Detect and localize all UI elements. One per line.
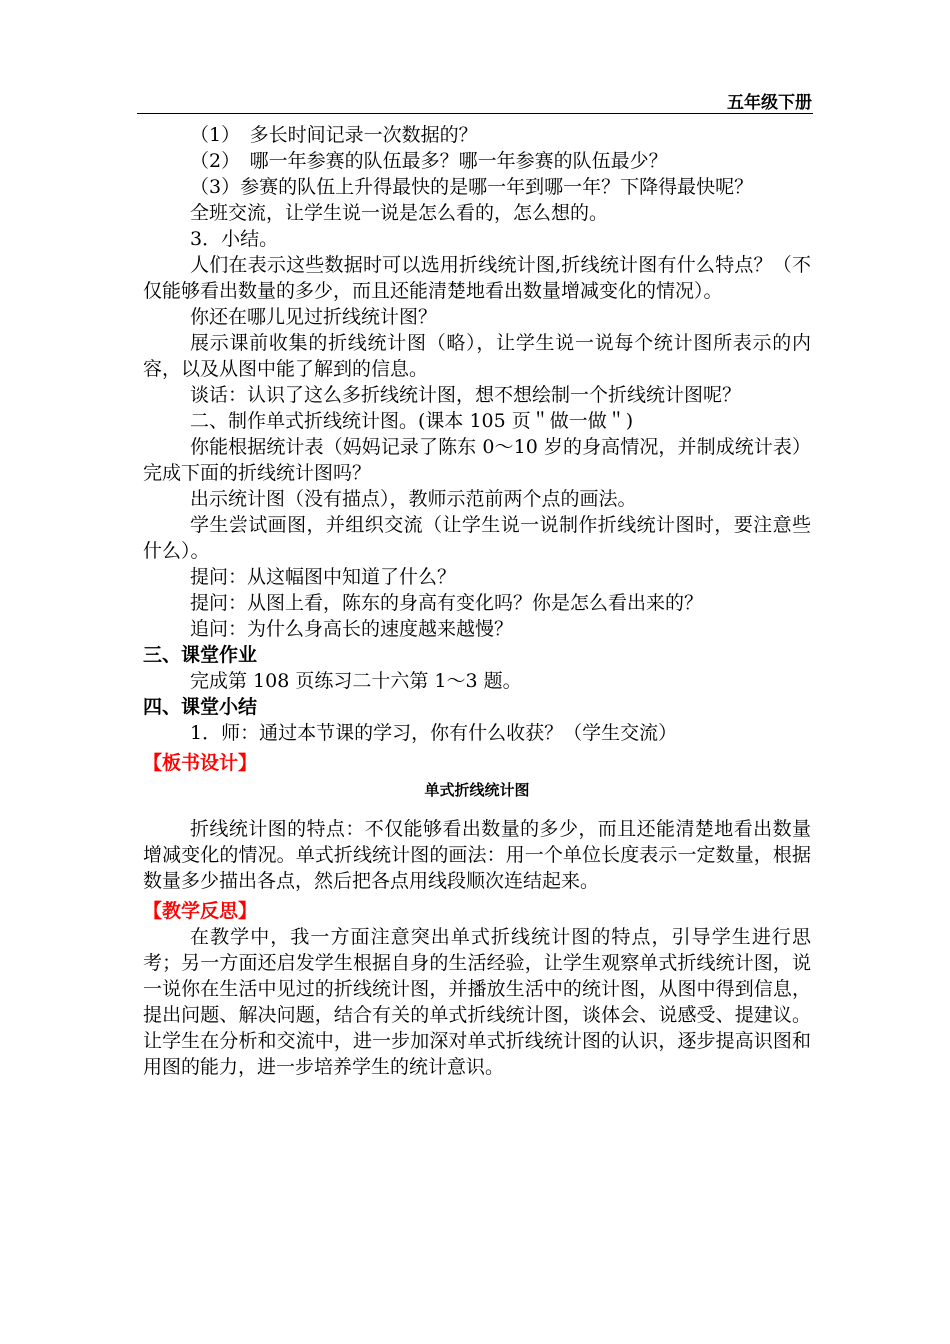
- paragraph-summary-label: 3．小结。: [190, 228, 279, 250]
- paragraph-class-discussion: 全班交流，让学生说一说是怎么看的，怎么想的。: [190, 202, 609, 224]
- question-2: （2） 哪一年参赛的队伍最多？哪一年参赛的队伍最少？: [190, 150, 668, 172]
- page-header-grade: 五年级下册: [727, 93, 812, 113]
- board-design-heading: 【板书设计】: [143, 752, 258, 774]
- paragraph-followup: 追问：为什么身高长的速度越来越慢？: [190, 618, 514, 640]
- section-summary-text: 1．师：通过本节课的学习，你有什么收获？（学生交流）: [190, 722, 678, 744]
- section-heading-summary: 四、课堂小结: [143, 696, 258, 718]
- document-body: [143, 122, 811, 1080]
- paragraph-complete-chart: 你能根据统计表（妈妈记录了陈东 0～10 岁的身高情况，并制成统计表）完成下面的折线统计图吗？: [143, 436, 811, 484]
- reflection-heading: 【教学反思】: [143, 900, 258, 922]
- paragraph-make-chart: 二、制作单式折线统计图。(课本 105 页＂做一做＂): [190, 410, 634, 432]
- header-rule: [137, 113, 813, 114]
- reflection-text: 在教学中，我一方面注意突出单式折线统计图的特点，引导学生进行思考；另一方面还启发学生根据自身的生活经验，让学生观察单式折线统计图，说一说你在生活中见过的折线统计图，并播放生活中的统计图，从图中得到信息，提出问题、解决问题，结合有关的单式折线统计图，谈体会、说感受、提建议。让学生在分析和交流中，进一步加深对单式折线统计图的认识，逐步提高识图和用图的能力，进一步培养学生的统计意识。: [143, 926, 811, 1078]
- paragraph-show-chart: 出示统计图（没有描点），教师示范前两个点的画法。: [190, 488, 637, 510]
- paragraph-where-seen: 你还在哪儿见过折线统计图？: [190, 306, 438, 328]
- paragraph-question-know: 提问：从这幅图中知道了什么？: [190, 566, 457, 588]
- section-homework-text: 完成第 108 页练习二十六第 1～3 题。: [190, 670, 522, 692]
- paragraph-question-height: 提问：从图上看，陈东的身高有变化吗？你是怎么看出来的？: [190, 592, 704, 614]
- question-3: （3）参赛的队伍上升得最快的是哪一年到哪一年？下降得最快呢？: [190, 176, 754, 198]
- paragraph-show-collected: 展示课前收集的折线统计图（略），让学生说一说每个统计图所表示的内容，以及从图中能了解到的信息。: [143, 332, 811, 380]
- paragraph-student-try: 学生尝试画图，并组织交流（让学生说一说制作折线统计图时，要注意些什么）。: [143, 514, 811, 562]
- question-1: （1） 多长时间记录一次数据的？: [190, 124, 478, 146]
- board-design-title: 单式折线统计图: [424, 781, 530, 799]
- section-heading-homework: 三、课堂作业: [143, 644, 258, 666]
- paragraph-talk: 谈话：认识了这么多折线统计图，想不想绘制一个折线统计图呢？: [190, 384, 742, 406]
- paragraph-line-chart-features: 人们在表示这些数据时可以选用折线统计图,折线统计图有什么特点？（不仅能够看出数量的多少，而且还能清楚地看出数量增减变化的情况）。: [143, 254, 811, 302]
- board-design-text: 折线统计图的特点：不仅能够看出数量的多少，而且还能清楚地看出数量增减变化的情况。单式折线统计图的画法：用一个单位长度表示一定数量，根据数量多少描出各点，然后把各点用线段顺次连结起来。: [143, 818, 811, 892]
